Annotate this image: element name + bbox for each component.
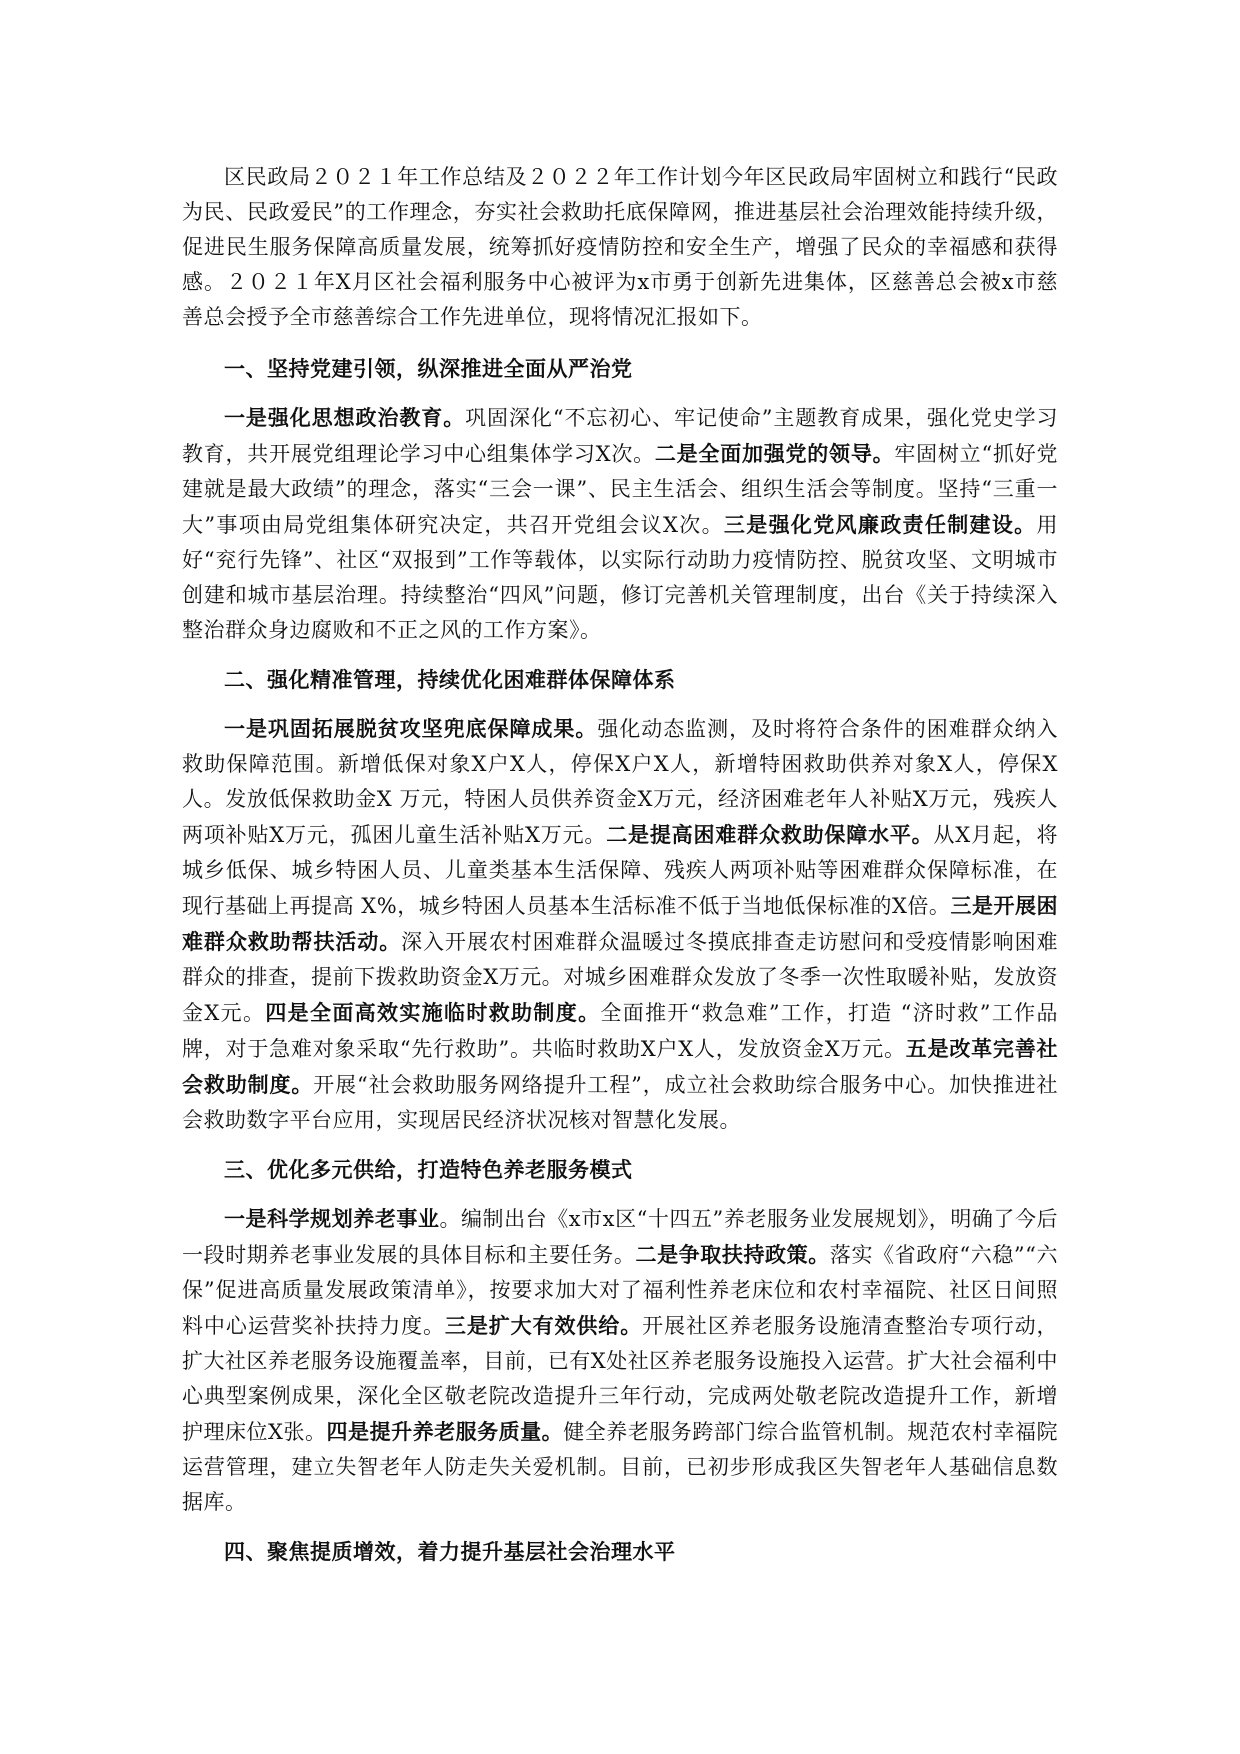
section-paragraph-1 [182,400,1058,648]
point-title: 五是改革完善社会救助制度。 [182,1036,1059,1097]
point-text: 落实《省政府“六稳”“六保”促进高质量发展政策清单》，按要求加大对了福利性养老床位和农村幸福院、社区日间照料中心运营奖补扶持力度。 [182,1243,1058,1338]
point-text: 深入开展农村困难群众温暖过冬摸底排查走访慰问和受疫情影响困难群众的排查，提前下拨救助资金X万元。对城乡困难群众发放了冬季一次性取暖补贴，发放资金X元。 [182,930,1059,1025]
section-heading-2: 二、强化精准管理，持续优化困难群体保障体系 [224,667,676,692]
point-text: 从X月起，将城乡低保、城乡特困人员、儿童类基本生活保障、残疾人两项补贴等困难群众保障标准，在现行基础上再提高 X%，城乡特困人员基本生活标准不低于当地低保标准的X倍。 [182,823,1059,918]
point-text: 强化动态监测，及时将符合条件的困难群众纳入救助保障范围。新增低保对象X户X人，停保X户X人，新增特困救助供养对象X人，停保X人。发放低保救助金X 万元，特困人员供养资金X万元，经济困难老年人补贴X万元，残疾人两项补贴X万元，孤困儿童生活补贴X万元。 [182,717,1058,847]
document-body [182,160,1058,1583]
section-paragraph-2 [182,711,1058,1138]
point-title: 三是扩大有效供给。 [444,1313,643,1338]
point-text: 牢固树立“抓好党建就是最大政绩”的理念，落实“三会一课”、民主生活会、组织生活会等制度。坚持“三重一大”事项由局党组集体研究决定，共召开党组会议X次。 [182,442,1058,537]
point-title: 三是开展困难群众救助帮扶活动。 [182,893,1058,954]
point-text: 。编制出台《x市x区“十四五”养老服务业发展规划》，明确了今后一段时期养老事业发展的具体目标和主要任务。 [182,1207,1059,1267]
point-title: 二是提高困难群众救助保障水平。 [606,822,934,847]
point-title: 三是强化党风廉政责任制建设。 [723,512,1037,537]
point-title: 一是科学规划养老事业 [224,1206,440,1231]
point-title: 一是巩固拓展脱贫攻坚兜底保障成果。 [224,716,598,741]
point-title: 四是提升养老服务质量。 [326,1419,564,1444]
intro-paragraph: 区民政局２０２１年工作总结及２０２２年工作计划今年区民政局牢固树立和践行“民政为民、民政爱民”的工作理念，夯实社会救助托底保障网，推进基层社会治理效能持续升级，促进民生服务保障高质量发展，统筹抓好疫情防控和安全生产，增强了民众的幸福感和获得感。２０２１年X月区社会福利服务中心被评为x市勇于创新先进集体，区慈善总会被x市慈善总会授予全市慈善综合工作先进单位，现将情况汇报如下。 [182,165,1058,329]
point-text: 全面推开“救急难”工作，打造 “济时救”工作品牌，对于急难对象采取“先行救助”。共临时救助X户X人，发放资金X万元。 [182,1001,1058,1061]
point-text: 巩固深化“不忘初心、牢记使命”主题教育成果，强化党史学习教育，共开展党组理论学习中心组集体学习X次。 [182,406,1058,466]
point-text: 用好“兖行先锋”、社区“双报到”工作等载体，以实际行动助力疫情防控、脱贫攻坚、文明城市创建和城市基层治理。持续整治“四风”问题，修订完善机关管理制度，出台《关于持续深入整治群众身边腐败和不正之风的工作方案》。 [182,513,1059,642]
point-text: 健全养老服务跨部门综合监管机制。规范农村幸福院运营管理，建立失智老年人防走失关爱机制。目前，已初步形成我区失智老年人基础信息数据库。 [182,1420,1059,1514]
section-heading-1: 一、坚持党建引领，纵深推进全面从严治党 [224,356,633,381]
section-heading-4: 四、聚焦提质增效，着力提升基层社会治理水平 [224,1539,676,1564]
point-text: 开展“社会救助服务网络提升工程”，成立社会救助综合服务中心。加快推进社会救助数字平台应用，实现居民经济状况核对智慧化发展。 [182,1073,1059,1132]
section-heading-3: 三、优化多元供给，打造特色养老服务模式 [224,1157,633,1182]
point-title: 四是全面高效实施临时救助制度。 [265,1000,601,1025]
point-title: 二是争取扶持政策。 [635,1242,830,1267]
point-title: 二是全面加强党的领导。 [654,441,895,466]
point-text: 开展社区养老服务设施清查整治专项行动，扩大社区养老服务设施覆盖率，目前，已有X处社区养老服务设施投入运营。扩大社会福利中心典型案例成果，深化全区敬老院改造提升三年行动，完成两处敬老院改造提升工作，新增护理床位X张。 [182,1314,1059,1444]
section-paragraph-3 [182,1201,1058,1520]
point-title: 一是强化思想政治教育。 [224,405,466,430]
